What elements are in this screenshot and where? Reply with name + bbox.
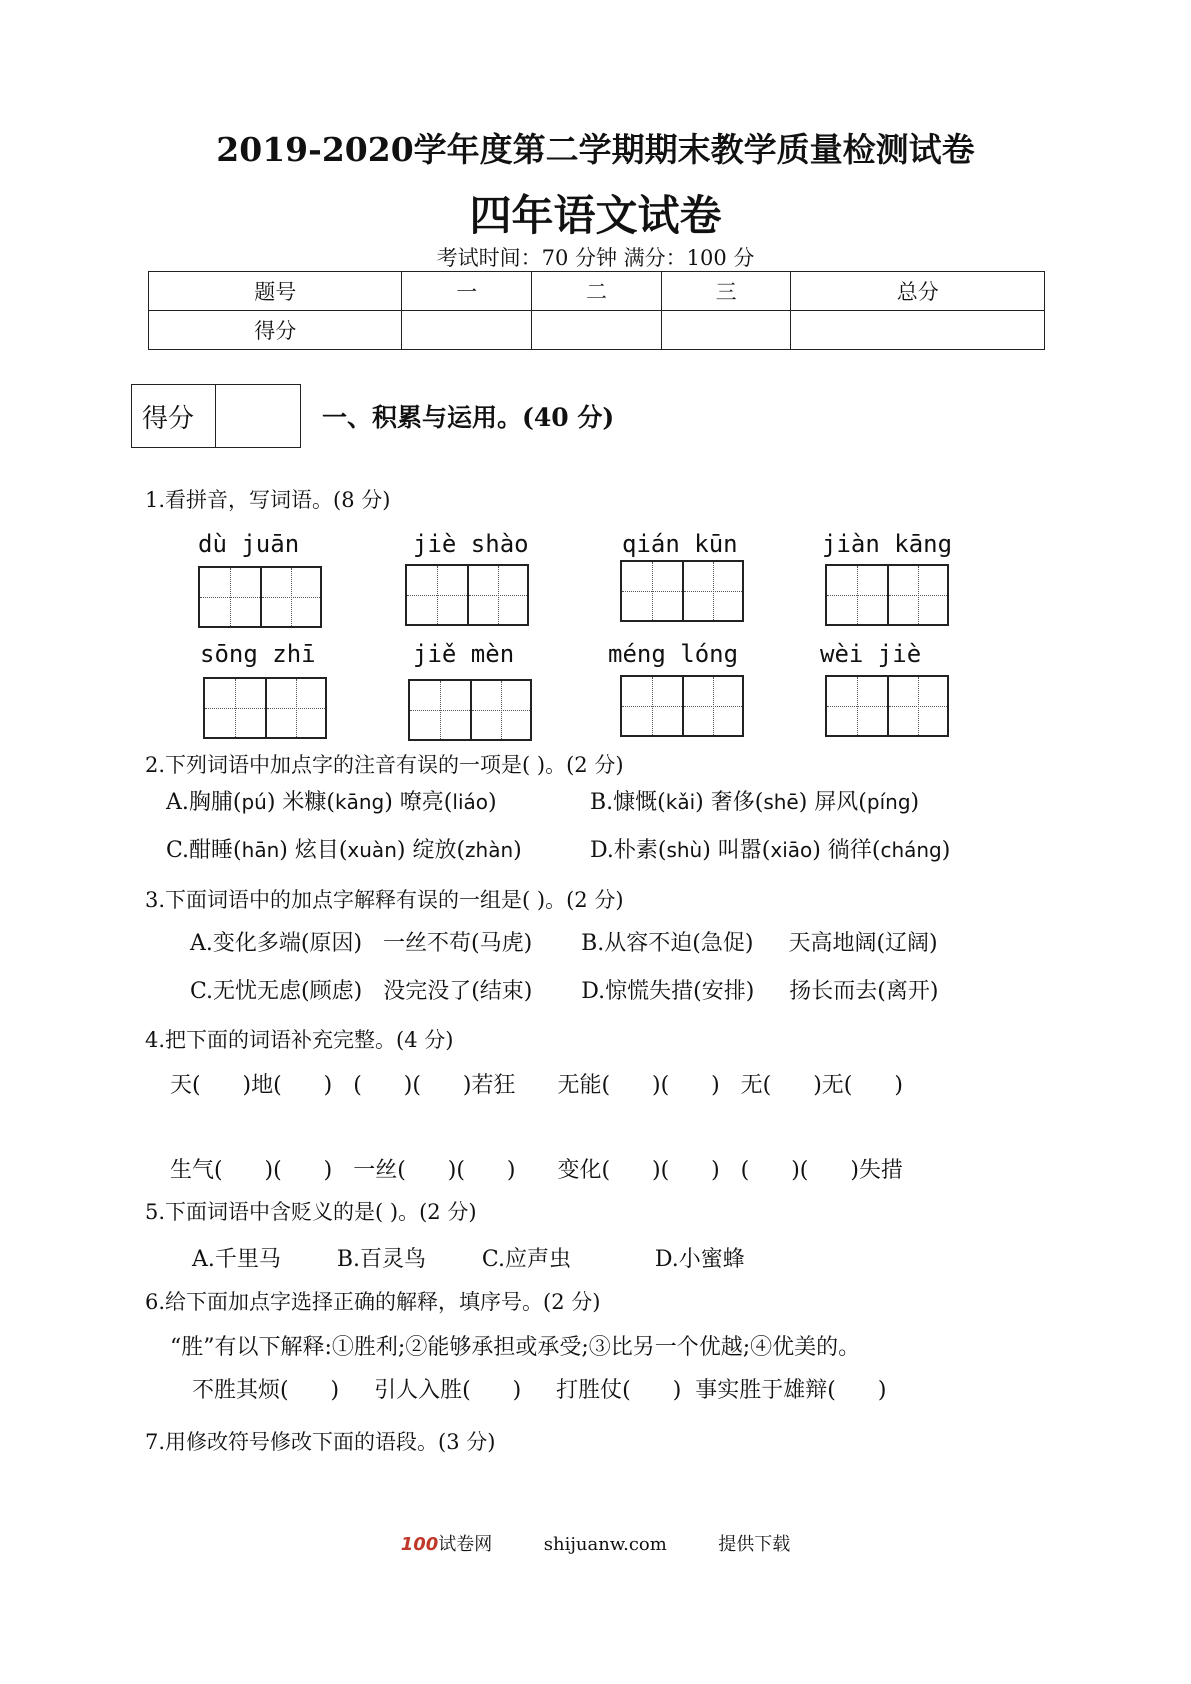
option-text: B.慷慨( [590, 790, 666, 815]
option-text: ) [941, 838, 951, 863]
writing-grid[interactable] [203, 677, 327, 739]
score-table-score-row [149, 311, 1045, 350]
option-text: ) 炫目( [279, 838, 348, 863]
pinyin-text: pú [241, 790, 267, 814]
score-table-header: 总分 [791, 272, 1045, 311]
option-text: ) 叫嚣( [702, 838, 771, 863]
pinyin-label: dù juān [198, 530, 300, 558]
question-6: 6.给下面加点字选择正确的解释，填序号。(2 分) [145, 1290, 601, 1314]
writing-grid[interactable] [620, 675, 744, 737]
score-row-label: 得分 [149, 311, 402, 350]
pinyin-text: liáo [452, 790, 489, 814]
section-title: 一、积累与运用。(40 分) [322, 403, 615, 432]
site-logo: 100 [400, 1534, 439, 1555]
fill-line-2: 生气( )( ) 一丝( )( ) 变化( )( ) ( )( )失措 [170, 1158, 903, 1183]
option-text: D.朴素( [590, 838, 667, 863]
writing-grid[interactable] [198, 566, 322, 628]
score-cell[interactable] [661, 311, 791, 350]
q6-definitions: “胜”有以下解释:①胜利;②能够承担或承受;③比另一个优越;④优美的。 [170, 1335, 861, 1360]
pinyin-label: méng lóng [608, 640, 739, 668]
writing-grid[interactable] [825, 675, 949, 737]
q5-options: A.千里马 B.百灵鸟 C.应声虫 D.小蜜蜂 [192, 1247, 745, 1272]
pinyin-label: jiě mèn [413, 640, 515, 668]
question-4: 4.把下面的词语补充完整。(4 分) [145, 1028, 454, 1052]
question-5: 5.下面词语中含贬义的是( )。(2 分) [145, 1200, 477, 1224]
footer [0, 1530, 1191, 1556]
section-score-field[interactable] [216, 385, 300, 447]
option-d [590, 833, 950, 864]
option-b [590, 785, 919, 816]
writing-grid[interactable] [408, 679, 532, 741]
section-score-label: 得分 [132, 385, 216, 447]
pinyin-label: wèi jiè [820, 640, 922, 668]
option-a [166, 785, 497, 816]
options-cd: C.无忧无虑(顾虑) 没完没了(结束) D.惊慌失措(安排) 扬长而去(离开) [190, 979, 939, 1004]
score-table-header-row [149, 272, 1045, 311]
score-cell[interactable] [402, 311, 532, 350]
question-2: 2.下列词语中加点字的注音有误的一项是( )。(2 分) [145, 753, 624, 777]
option-text: ) [488, 790, 497, 815]
option-c [166, 833, 522, 864]
pinyin-text: shù [666, 838, 703, 862]
pinyin-label: qián kūn [622, 530, 738, 558]
pinyin-label: sōng zhī [200, 640, 316, 668]
pinyin-text: cháng [880, 838, 942, 862]
exam-title: 2019-2020学年度第二学期期末教学质量检测试卷 [216, 130, 975, 169]
option-text: ) 绽放( [396, 838, 466, 863]
section-score-box [131, 384, 301, 448]
fill-line-1: 天( )地( ) ( )( )若狂 无能( )( ) 无( )无( ) [170, 1073, 903, 1098]
option-text: ) 屏风( [798, 790, 867, 815]
pinyin-text: hān [241, 838, 280, 862]
score-table-header: 题号 [149, 272, 402, 311]
pinyin-label: jiè shào [413, 530, 529, 558]
footer-brand: 试卷网 [438, 1534, 493, 1555]
option-text: ) 嘹亮( [384, 790, 453, 815]
writing-grid[interactable] [620, 560, 744, 622]
pinyin-text: zhàn [465, 838, 514, 862]
score-table [148, 271, 1045, 350]
pinyin-text: xuàn [347, 838, 397, 862]
question-7: 7.用修改符号修改下面的语段。(3 分) [145, 1430, 496, 1454]
writing-grid[interactable] [825, 564, 949, 626]
option-text: ) [513, 838, 522, 863]
score-table-header: 一 [402, 272, 532, 311]
q6-blanks: 不胜其烦( ) 引人入胜( ) 打胜仗( ) 事实胜于雄辩( ) [192, 1378, 887, 1403]
option-text: ) 米糠( [266, 790, 336, 815]
score-cell[interactable] [791, 311, 1045, 350]
footer-site[interactable]: shijuanw.com [543, 1534, 667, 1555]
option-text: ) 徜徉( [812, 838, 881, 863]
option-text: ) 奢侈( [695, 790, 764, 815]
pinyin-text: shē [763, 790, 799, 814]
option-text: C.酣睡( [166, 838, 242, 863]
pinyin-text: kāng [335, 790, 385, 814]
option-text: ) [910, 790, 920, 815]
footer-note: 提供下载 [718, 1534, 791, 1555]
pinyin-text: kǎi [665, 790, 696, 814]
exam-info: 考试时间：70 分钟 满分：100 分 [436, 246, 755, 270]
pinyin-label: jiàn kāng [822, 530, 953, 558]
option-text: A.胸脯( [166, 790, 242, 815]
pinyin-text: píng [866, 790, 911, 814]
score-table-header: 二 [532, 272, 662, 311]
exam-subtitle: 四年语文试卷 [469, 191, 722, 240]
score-table-header: 三 [661, 272, 791, 311]
pinyin-text: xiāo [770, 838, 813, 862]
options-ab: A.变化多端(原因) 一丝不苟(马虎) B.从容不迫(急促) 天高地阔(辽阔) [190, 931, 938, 956]
score-cell[interactable] [532, 311, 662, 350]
writing-grid[interactable] [405, 564, 529, 626]
question-1: 1.看拼音，写词语。(8 分) [145, 488, 391, 512]
question-3: 3.下面词语中的加点字解释有误的一组是( )。(2 分) [145, 888, 624, 912]
